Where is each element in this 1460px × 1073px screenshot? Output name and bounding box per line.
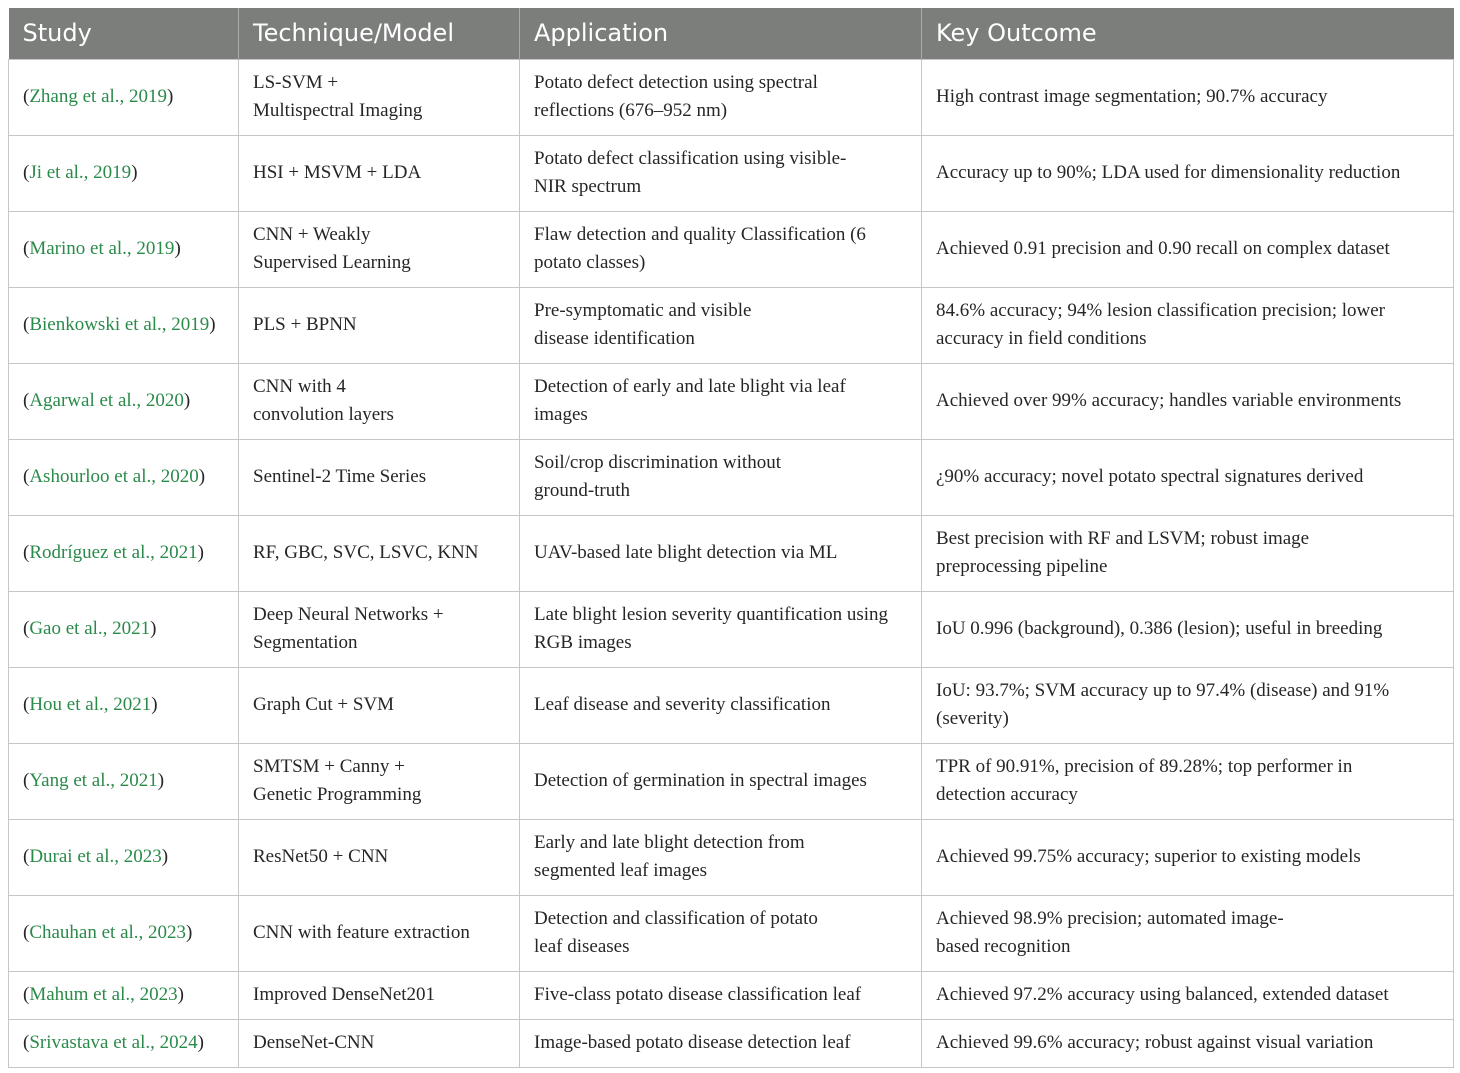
study-cell: (Zhang et al., 2019) — [9, 59, 239, 135]
outcome-cell: Accuracy up to 90%; LDA used for dimensionality reduction — [922, 135, 1454, 211]
technique-cell: Improved DenseNet201 — [239, 971, 520, 1019]
study-cell: (Bienkowski et al., 2019) — [9, 287, 239, 363]
application-cell: Detection of early and late blight via leaf images — [520, 363, 922, 439]
technique-cell: LS-SVM + Multispectral Imaging — [239, 59, 520, 135]
table-row — [9, 211, 1454, 287]
application-cell: Early and late blight detection from segmented leaf images — [520, 819, 922, 895]
application-cell: Pre-symptomatic and visible disease identification — [520, 287, 922, 363]
table-row — [9, 287, 1454, 363]
study-citation-link[interactable]: Durai et al., 2023 — [29, 846, 162, 867]
outcome-cell: Achieved 98.9% precision; automated image-based recognition — [922, 895, 1454, 971]
header-technique: Technique/Model — [239, 8, 520, 59]
table-row — [9, 667, 1454, 743]
outcome-cell: IoU 0.996 (background), 0.386 (lesion); useful in breeding — [922, 591, 1454, 667]
outcome-cell: 84.6% accuracy; 94% lesion classification precision; lower accuracy in field conditions — [922, 287, 1454, 363]
study-cell: (Durai et al., 2023) — [9, 819, 239, 895]
technique-cell: HSI + MSVM + LDA — [239, 135, 520, 211]
study-citation-link[interactable]: Zhang et al., 2019 — [29, 86, 168, 107]
study-cell: (Yang et al., 2021) — [9, 743, 239, 819]
study-citation-link[interactable]: Ashourloo et al., 2020 — [29, 466, 199, 487]
application-cell: Late blight lesion severity quantification using RGB images — [520, 591, 922, 667]
technique-cell: CNN with feature extraction — [239, 895, 520, 971]
study-cell: (Ashourloo et al., 2020) — [9, 439, 239, 515]
study-cell: (Gao et al., 2021) — [9, 591, 239, 667]
application-cell: UAV-based late blight detection via ML — [520, 515, 922, 591]
application-cell: Five-class potato disease classification leaf — [520, 971, 922, 1019]
table-row — [9, 1019, 1454, 1067]
table-row — [9, 515, 1454, 591]
study-citation-link[interactable]: Gao et al., 2021 — [29, 618, 151, 639]
technique-cell: RF, GBC, SVC, LSVC, KNN — [239, 515, 520, 591]
study-citation-link[interactable]: Srivastava et al., 2024 — [29, 1032, 198, 1053]
table-row — [9, 895, 1454, 971]
table-row — [9, 135, 1454, 211]
outcome-cell: Achieved 99.6% accuracy; robust against visual variation — [922, 1019, 1454, 1067]
outcome-cell: High contrast image segmentation; 90.7% accuracy — [922, 59, 1454, 135]
studies-table-container — [8, 8, 1453, 1068]
technique-cell: DenseNet-CNN — [239, 1019, 520, 1067]
technique-cell: CNN with 4 convolution layers — [239, 363, 520, 439]
outcome-cell: IoU: 93.7%; SVM accuracy up to 97.4% (disease) and 91% (severity) — [922, 667, 1454, 743]
table-row — [9, 819, 1454, 895]
study-cell: (Hou et al., 2021) — [9, 667, 239, 743]
study-cell: (Agarwal et al., 2020) — [9, 363, 239, 439]
outcome-cell: TPR of 90.91%, precision of 89.28%; top performer in detection accuracy — [922, 743, 1454, 819]
study-citation-link[interactable]: Chauhan et al., 2023 — [29, 922, 187, 943]
outcome-cell: ¿90% accuracy; novel potato spectral signatures derived — [922, 439, 1454, 515]
table-row — [9, 59, 1454, 135]
study-cell: (Chauhan et al., 2023) — [9, 895, 239, 971]
header-application: Application — [520, 8, 922, 59]
application-cell: Image-based potato disease detection leaf — [520, 1019, 922, 1067]
outcome-cell: Achieved over 99% accuracy; handles variable environments — [922, 363, 1454, 439]
header-study: Study — [9, 8, 239, 59]
outcome-cell: Best precision with RF and LSVM; robust image preprocessing pipeline — [922, 515, 1454, 591]
header-outcome: Key Outcome — [922, 8, 1454, 59]
table-row — [9, 363, 1454, 439]
technique-cell: Graph Cut + SVM — [239, 667, 520, 743]
application-cell: Flaw detection and quality Classification (6 potato classes) — [520, 211, 922, 287]
table-row — [9, 971, 1454, 1019]
application-cell: Potato defect detection using spectral reflections (676–952 nm) — [520, 59, 922, 135]
study-citation-link[interactable]: Bienkowski et al., 2019 — [29, 314, 210, 335]
table-row — [9, 743, 1454, 819]
study-citation-link[interactable]: Mahum et al., 2023 — [29, 984, 178, 1005]
study-citation-link[interactable]: Yang et al., 2021 — [29, 770, 158, 791]
study-cell: (Marino et al., 2019) — [9, 211, 239, 287]
technique-cell: CNN + Weakly Supervised Learning — [239, 211, 520, 287]
study-cell: (Mahum et al., 2023) — [9, 971, 239, 1019]
technique-cell: Deep Neural Networks + Segmentation — [239, 591, 520, 667]
outcome-cell: Achieved 97.2% accuracy using balanced, extended dataset — [922, 971, 1454, 1019]
header-row — [9, 8, 1454, 59]
application-cell: Soil/crop discrimination without ground-truth — [520, 439, 922, 515]
technique-cell: PLS + BPNN — [239, 287, 520, 363]
study-citation-link[interactable]: Agarwal et al., 2020 — [29, 390, 184, 411]
technique-cell: Sentinel-2 Time Series — [239, 439, 520, 515]
study-cell: (Srivastava et al., 2024) — [9, 1019, 239, 1067]
study-citation-link[interactable]: Rodríguez et al., 2021 — [29, 542, 198, 563]
application-cell: Detection and classification of potato leaf diseases — [520, 895, 922, 971]
studies-table — [8, 8, 1454, 1068]
application-cell: Potato defect classification using visible-NIR spectrum — [520, 135, 922, 211]
technique-cell: SMTSM + Canny + Genetic Programming — [239, 743, 520, 819]
study-citation-link[interactable]: Ji et al., 2019 — [29, 162, 132, 183]
application-cell: Detection of germination in spectral images — [520, 743, 922, 819]
technique-cell: ResNet50 + CNN — [239, 819, 520, 895]
study-citation-link[interactable]: Marino et al., 2019 — [29, 238, 175, 259]
table-row — [9, 591, 1454, 667]
study-citation-link[interactable]: Hou et al., 2021 — [29, 694, 152, 715]
table-row — [9, 439, 1454, 515]
application-cell: Leaf disease and severity classification — [520, 667, 922, 743]
study-cell: (Ji et al., 2019) — [9, 135, 239, 211]
outcome-cell: Achieved 0.91 precision and 0.90 recall on complex dataset — [922, 211, 1454, 287]
outcome-cell: Achieved 99.75% accuracy; superior to existing models — [922, 819, 1454, 895]
study-cell: (Rodríguez et al., 2021) — [9, 515, 239, 591]
